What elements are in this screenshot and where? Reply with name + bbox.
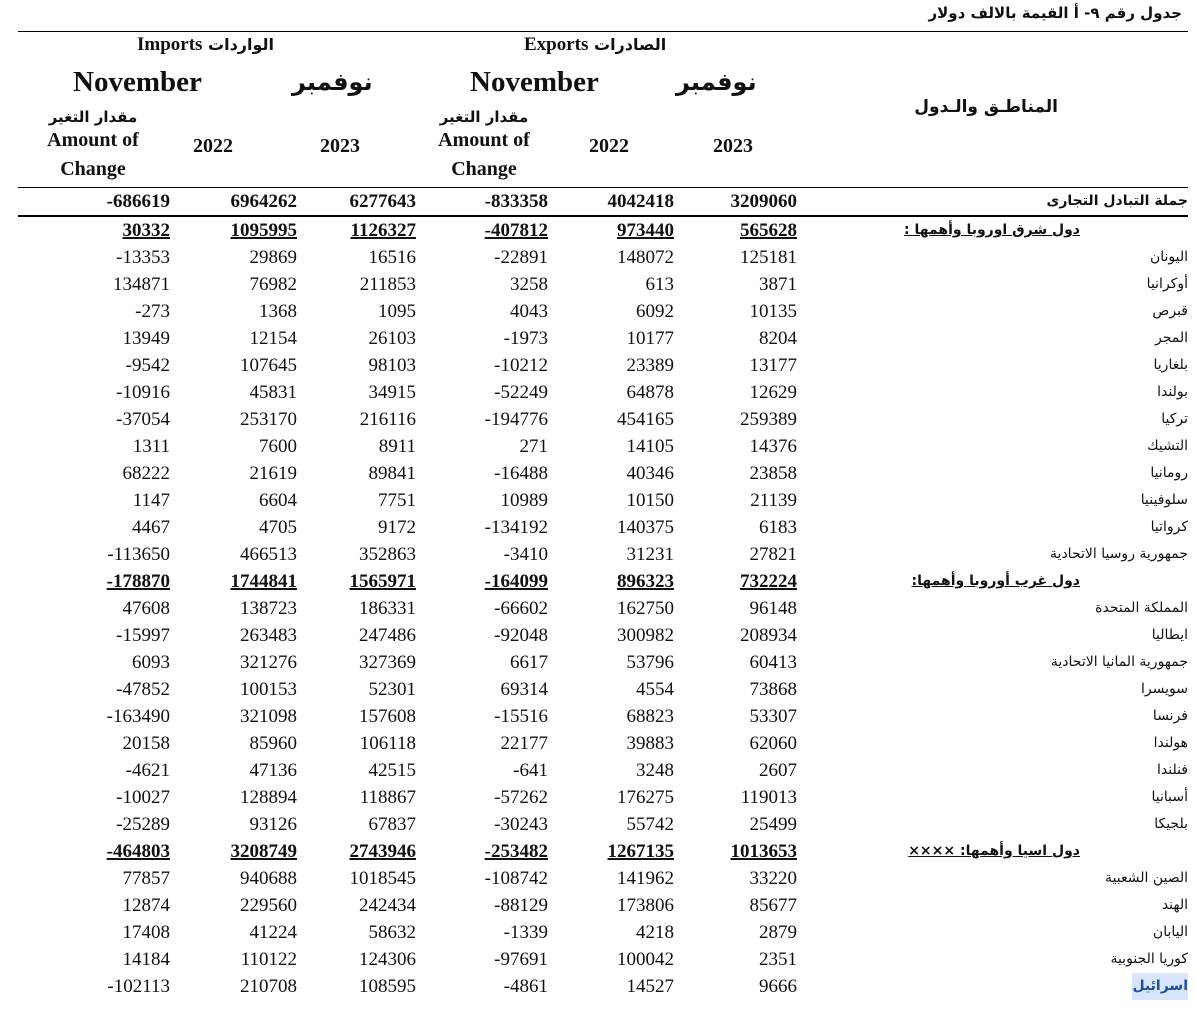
table-row xyxy=(18,460,1188,487)
region-name: كوريا الجنوبية xyxy=(1110,951,1188,967)
imports-2022-cell: 29869 xyxy=(249,247,297,268)
exports-2023-cell: 9666 xyxy=(759,976,797,997)
table-row xyxy=(18,649,1188,676)
imports-2022-cell: 229560 xyxy=(240,895,297,916)
imports-change-cell: -10916 xyxy=(116,382,170,403)
table-row xyxy=(18,433,1188,460)
imports-2023-cell: 8911 xyxy=(378,436,416,457)
imports-2023-cell: 216116 xyxy=(359,409,416,430)
table-row xyxy=(18,379,1188,406)
imports-2023-cell: 211853 xyxy=(359,274,416,295)
imports-month-en: November xyxy=(73,66,202,98)
table-row xyxy=(18,730,1188,757)
top-rule xyxy=(18,31,1188,32)
imports-2022-cell: 7600 xyxy=(259,436,297,457)
imports-change-cell: 77857 xyxy=(122,868,170,889)
imports-change-cell: 68222 xyxy=(122,463,170,484)
region-name: جملة التبادل التجارى xyxy=(1046,193,1188,209)
exports-2023-cell: 25499 xyxy=(749,814,797,835)
table-row xyxy=(18,946,1188,973)
imports-2023-cell: 89841 xyxy=(368,463,416,484)
imports-2022-cell: 12154 xyxy=(249,328,297,349)
imports-change-cell: -47852 xyxy=(116,679,170,700)
imports-change-header xyxy=(36,108,150,184)
table-row xyxy=(18,271,1188,298)
exports-2023-cell: 732224 xyxy=(740,571,797,592)
region-name: الهند xyxy=(1161,897,1188,913)
exports-change-cell: -57262 xyxy=(494,787,548,808)
exports-2022-cell: 40346 xyxy=(626,463,674,484)
imports-2022-cell: 6964262 xyxy=(230,191,297,212)
exports-2023-cell: 73868 xyxy=(749,679,797,700)
table-row xyxy=(18,865,1188,892)
imports-2023-cell: 16516 xyxy=(368,247,416,268)
imports-2023-cell: 1565971 xyxy=(349,571,416,592)
region-name: أسبانيا xyxy=(1151,789,1188,805)
table-row xyxy=(18,703,1188,730)
exports-2022-cell: 6092 xyxy=(636,301,674,322)
table-row xyxy=(18,487,1188,514)
exports-label-ar: الصادرات xyxy=(593,35,667,54)
imports-change-ar: مقدار التغير xyxy=(48,108,138,126)
exports-2022-cell: 4554 xyxy=(636,679,674,700)
imports-change-cell: 1311 xyxy=(132,436,170,457)
imports-2023-cell: 52301 xyxy=(368,679,416,700)
exports-label-en: Exports xyxy=(524,34,589,55)
exports-2023-cell: 96148 xyxy=(749,598,797,619)
imports-2022-cell: 263483 xyxy=(240,625,297,646)
table-row xyxy=(18,622,1188,649)
imports-change-cell: -273 xyxy=(135,301,170,322)
exports-2023-cell: 1013653 xyxy=(730,841,797,862)
exports-2023-cell: 14376 xyxy=(749,436,797,457)
imports-change-cell: 4467 xyxy=(132,517,170,538)
exports-change-cell: -52249 xyxy=(494,382,548,403)
exports-change-en-2: Change xyxy=(451,158,517,180)
exports-2022-cell: 68823 xyxy=(626,706,674,727)
group-row xyxy=(18,568,1188,595)
region-name: بلغاريا xyxy=(1153,357,1188,373)
exports-change-cell: -1973 xyxy=(503,328,548,349)
imports-2023-cell: 67837 xyxy=(368,814,416,835)
region-name: فنلندا xyxy=(1156,762,1188,778)
exports-2023-cell: 12629 xyxy=(749,382,797,403)
exports-2023-cell: 208934 xyxy=(740,625,797,646)
exports-change-cell: -66602 xyxy=(494,598,548,619)
exports-change-cell: -30243 xyxy=(494,814,548,835)
table-row xyxy=(18,595,1188,622)
imports-2022-cell: 85960 xyxy=(249,733,297,754)
imports-2022-cell: 1095995 xyxy=(230,220,297,241)
imports-2023-cell: 327369 xyxy=(359,652,416,673)
imports-change-en-1: Amount of xyxy=(47,129,139,151)
exports-2023-cell: 259389 xyxy=(740,409,797,430)
imports-change-cell: 47608 xyxy=(122,598,170,619)
imports-2022-cell: 110122 xyxy=(240,949,297,970)
exports-2022-cell: 613 xyxy=(645,274,674,295)
imports-2023-cell: 7751 xyxy=(378,490,416,511)
exports-change-cell: 3258 xyxy=(510,274,548,295)
imports-2023-cell: 2743946 xyxy=(349,841,416,862)
table-row xyxy=(18,973,1188,1000)
exports-change-cell: 271 xyxy=(519,436,548,457)
group-row xyxy=(18,838,1188,865)
imports-change-cell: -464803 xyxy=(106,841,170,862)
exports-2023-cell: 27821 xyxy=(749,544,797,565)
imports-change-cell: 14184 xyxy=(122,949,170,970)
imports-change-cell: -37054 xyxy=(116,409,170,430)
region-name: دول اسيا وأهمها: ×××× xyxy=(908,843,1080,859)
exports-change-cell: -108742 xyxy=(484,868,548,889)
imports-2023-cell: 242434 xyxy=(359,895,416,916)
imports-change-cell: -102113 xyxy=(107,976,170,997)
exports-change-cell: -194776 xyxy=(484,409,548,430)
exports-month-ar: نوفمبر xyxy=(676,68,757,96)
exports-2022-cell: 10150 xyxy=(626,490,674,511)
imports-2023-cell: 26103 xyxy=(368,328,416,349)
imports-2022-cell: 940688 xyxy=(240,868,297,889)
exports-change-cell: 6617 xyxy=(510,652,548,673)
exports-2022-cell: 14105 xyxy=(626,436,674,457)
imports-2022-cell: 1744841 xyxy=(230,571,297,592)
imports-2022-cell: 4705 xyxy=(259,517,297,538)
imports-2022-cell: 253170 xyxy=(240,409,297,430)
imports-change-en-2: Change xyxy=(60,158,126,180)
exports-change-cell: 69314 xyxy=(500,679,548,700)
imports-2022-cell: 321098 xyxy=(240,706,297,727)
region-name: اليونان xyxy=(1149,249,1188,265)
table-row xyxy=(18,892,1188,919)
imports-2023-cell: 34915 xyxy=(368,382,416,403)
exports-2022-cell: 39883 xyxy=(626,733,674,754)
imports-2022-cell: 6604 xyxy=(259,490,297,511)
region-name: المجر xyxy=(1154,330,1188,346)
region-name: دول شرق اوروبا وأهمها : xyxy=(904,222,1080,238)
exports-2023-cell: 3871 xyxy=(759,274,797,295)
imports-2023-cell: 9172 xyxy=(378,517,416,538)
imports-change-cell: 13949 xyxy=(122,328,170,349)
region-name: الصين الشعبية xyxy=(1105,870,1188,886)
table-row xyxy=(18,811,1188,838)
exports-2023-cell: 23858 xyxy=(749,463,797,484)
imports-change-cell: 1147 xyxy=(132,490,170,511)
exports-change-cell: -97691 xyxy=(494,949,548,970)
exports-year-2023: 2023 xyxy=(713,135,753,157)
imports-change-cell: -25289 xyxy=(116,814,170,835)
exports-change-cell: -407812 xyxy=(484,220,548,241)
data-table-body xyxy=(18,188,1188,1000)
exports-2022-cell: 4042418 xyxy=(607,191,674,212)
imports-header xyxy=(137,34,274,56)
imports-2023-cell: 352863 xyxy=(359,544,416,565)
exports-2023-cell: 119013 xyxy=(740,787,797,808)
exports-2022-cell: 896323 xyxy=(617,571,674,592)
exports-2023-cell: 62060 xyxy=(749,733,797,754)
imports-change-cell: 12874 xyxy=(122,895,170,916)
region-name: جمهورية روسيا الاتحادية xyxy=(1050,546,1188,562)
imports-year-2022: 2022 xyxy=(193,135,233,157)
imports-2023-cell: 98103 xyxy=(368,355,416,376)
exports-2023-cell: 85677 xyxy=(749,895,797,916)
imports-2023-cell: 186331 xyxy=(359,598,416,619)
imports-2022-cell: 45831 xyxy=(249,382,297,403)
exports-2022-cell: 55742 xyxy=(626,814,674,835)
region-name: فرنسا xyxy=(1152,708,1188,724)
table-row xyxy=(18,757,1188,784)
region-name: اسرائيل xyxy=(1132,973,1188,1000)
exports-2022-cell: 162750 xyxy=(617,598,674,619)
exports-2023-cell: 565628 xyxy=(740,220,797,241)
region-name: التشيك xyxy=(1147,438,1188,454)
exports-2022-cell: 176275 xyxy=(617,787,674,808)
imports-2022-cell: 466513 xyxy=(240,544,297,565)
exports-2022-cell: 300982 xyxy=(617,625,674,646)
exports-2023-cell: 2879 xyxy=(759,922,797,943)
exports-change-cell: -3410 xyxy=(503,544,548,565)
exports-change-cell: 4043 xyxy=(510,301,548,322)
exports-2023-cell: 60413 xyxy=(749,652,797,673)
imports-change-cell: -10027 xyxy=(116,787,170,808)
imports-2022-cell: 107645 xyxy=(240,355,297,376)
imports-2022-cell: 47136 xyxy=(249,760,297,781)
table-row xyxy=(18,298,1188,325)
imports-2023-cell: 1018545 xyxy=(349,868,416,889)
imports-change-cell: -13353 xyxy=(116,247,170,268)
region-name: أوكرانيا xyxy=(1146,276,1188,292)
exports-change-header xyxy=(427,108,541,184)
region-name: ايطاليا xyxy=(1151,627,1188,643)
exports-2022-cell: 454165 xyxy=(617,409,674,430)
imports-year-2023: 2023 xyxy=(320,135,360,157)
region-name: جمهورية المانيا الاتحادية xyxy=(1050,654,1188,670)
exports-2023-cell: 8204 xyxy=(759,328,797,349)
imports-change-cell: -15997 xyxy=(116,625,170,646)
exports-change-ar: مقدار التغير xyxy=(439,108,529,126)
exports-change-cell: -16488 xyxy=(494,463,548,484)
table-row xyxy=(18,541,1188,568)
imports-2023-cell: 106118 xyxy=(359,733,416,754)
exports-change-cell: -134192 xyxy=(484,517,548,538)
imports-2022-cell: 21619 xyxy=(249,463,297,484)
imports-2022-cell: 321276 xyxy=(240,652,297,673)
exports-change-en-1: Amount of xyxy=(438,129,530,151)
table-row xyxy=(18,784,1188,811)
table-row xyxy=(18,676,1188,703)
imports-2022-cell: 1368 xyxy=(259,301,297,322)
region-name: المملكة المتحدة xyxy=(1095,600,1188,616)
exports-change-cell: -88129 xyxy=(494,895,548,916)
imports-2023-cell: 6277643 xyxy=(349,191,416,212)
imports-2022-cell: 210708 xyxy=(240,976,297,997)
exports-2023-cell: 21139 xyxy=(750,490,797,511)
exports-2023-cell: 125181 xyxy=(740,247,797,268)
imports-2023-cell: 1126327 xyxy=(350,220,416,241)
exports-change-cell: -92048 xyxy=(494,625,548,646)
exports-change-cell: -253482 xyxy=(484,841,548,862)
exports-2023-cell: 53307 xyxy=(749,706,797,727)
exports-2022-cell: 4218 xyxy=(636,922,674,943)
exports-2022-cell: 3248 xyxy=(636,760,674,781)
imports-label-ar: الواردات xyxy=(208,35,275,54)
exports-2023-cell: 13177 xyxy=(749,355,797,376)
imports-2022-cell: 93126 xyxy=(249,814,297,835)
imports-change-cell: -686619 xyxy=(106,191,170,212)
imports-change-cell: 134871 xyxy=(113,274,170,295)
imports-change-cell: -178870 xyxy=(106,571,170,592)
table-row xyxy=(18,325,1188,352)
imports-2022-cell: 76982 xyxy=(249,274,297,295)
imports-2023-cell: 157608 xyxy=(359,706,416,727)
region-name: رومانيا xyxy=(1150,465,1188,481)
exports-change-cell: -641 xyxy=(513,760,548,781)
imports-2023-cell: 247486 xyxy=(359,625,416,646)
imports-label-en: Imports xyxy=(137,34,203,55)
exports-2022-cell: 64878 xyxy=(626,382,674,403)
imports-2022-cell: 138723 xyxy=(240,598,297,619)
table-row xyxy=(18,352,1188,379)
imports-2023-cell: 124306 xyxy=(359,949,416,970)
exports-2022-cell: 10177 xyxy=(626,328,674,349)
region-name: سلوفينيا xyxy=(1140,492,1188,508)
table-row xyxy=(18,406,1188,433)
total-row xyxy=(18,188,1188,217)
imports-2022-cell: 41224 xyxy=(249,922,297,943)
exports-change-cell: -4861 xyxy=(503,976,548,997)
exports-2023-cell: 2607 xyxy=(759,760,797,781)
exports-change-cell: 22177 xyxy=(500,733,548,754)
exports-2023-cell: 10135 xyxy=(749,301,797,322)
region-name: كرواتيا xyxy=(1150,519,1188,535)
imports-2022-cell: 3208749 xyxy=(230,841,297,862)
exports-2022-cell: 14527 xyxy=(626,976,674,997)
region-name: بولندا xyxy=(1157,384,1188,400)
table-title: جدول رقم ٩- أ القيمة بالالف دولار xyxy=(928,4,1182,22)
imports-change-cell: -4621 xyxy=(125,760,170,781)
exports-2022-cell: 100042 xyxy=(617,949,674,970)
exports-2022-cell: 1267135 xyxy=(607,841,674,862)
region-name: قبرص xyxy=(1152,303,1188,319)
exports-month-en: November xyxy=(470,66,599,98)
exports-2022-cell: 148072 xyxy=(617,247,674,268)
imports-2023-cell: 42515 xyxy=(368,760,416,781)
exports-change-cell: -22891 xyxy=(494,247,548,268)
imports-change-cell: -163490 xyxy=(106,706,170,727)
exports-2023-cell: 6183 xyxy=(759,517,797,538)
exports-header xyxy=(524,34,666,56)
exports-2022-cell: 53796 xyxy=(626,652,674,673)
region-name: هولندا xyxy=(1153,735,1188,751)
region-name: اليابان xyxy=(1152,924,1188,940)
table-row xyxy=(18,919,1188,946)
exports-2023-cell: 2351 xyxy=(759,949,797,970)
exports-2022-cell: 141962 xyxy=(617,868,674,889)
exports-2022-cell: 31231 xyxy=(626,544,674,565)
region-name: تركيا xyxy=(1161,411,1188,427)
exports-2022-cell: 973440 xyxy=(617,220,674,241)
imports-2022-cell: 128894 xyxy=(240,787,297,808)
region-name: بلجيكا xyxy=(1154,816,1188,832)
imports-2023-cell: 1095 xyxy=(378,301,416,322)
exports-2023-cell: 33220 xyxy=(749,868,797,889)
imports-2023-cell: 58632 xyxy=(368,922,416,943)
imports-change-cell: 30332 xyxy=(122,220,170,241)
imports-change-cell: 17408 xyxy=(122,922,170,943)
imports-change-cell: -9542 xyxy=(125,355,170,376)
table-row xyxy=(18,514,1188,541)
imports-change-cell: 20158 xyxy=(122,733,170,754)
imports-change-cell: 6093 xyxy=(132,652,170,673)
group-row xyxy=(18,217,1188,244)
imports-change-cell: -113650 xyxy=(107,544,170,565)
imports-2022-cell: 100153 xyxy=(240,679,297,700)
region-name: سويسرا xyxy=(1141,681,1188,697)
exports-2022-cell: 140375 xyxy=(617,517,674,538)
exports-2022-cell: 23389 xyxy=(626,355,674,376)
exports-year-2022: 2022 xyxy=(589,135,629,157)
table-row xyxy=(18,244,1188,271)
exports-change-cell: -1339 xyxy=(503,922,548,943)
exports-2023-cell: 3209060 xyxy=(730,191,797,212)
imports-2023-cell: 118867 xyxy=(359,787,416,808)
exports-change-cell: -164099 xyxy=(484,571,548,592)
region-name: دول غرب أوروبا وأهمها: xyxy=(911,573,1080,589)
imports-month-ar: نوفمبر xyxy=(292,68,373,96)
regions-header: المناطـق والـدول xyxy=(914,97,1058,117)
exports-change-cell: -15516 xyxy=(494,706,548,727)
exports-change-cell: -833358 xyxy=(484,191,548,212)
exports-change-cell: 10989 xyxy=(500,490,548,511)
imports-2023-cell: 108595 xyxy=(359,976,416,997)
exports-2022-cell: 173806 xyxy=(617,895,674,916)
exports-change-cell: -10212 xyxy=(494,355,548,376)
